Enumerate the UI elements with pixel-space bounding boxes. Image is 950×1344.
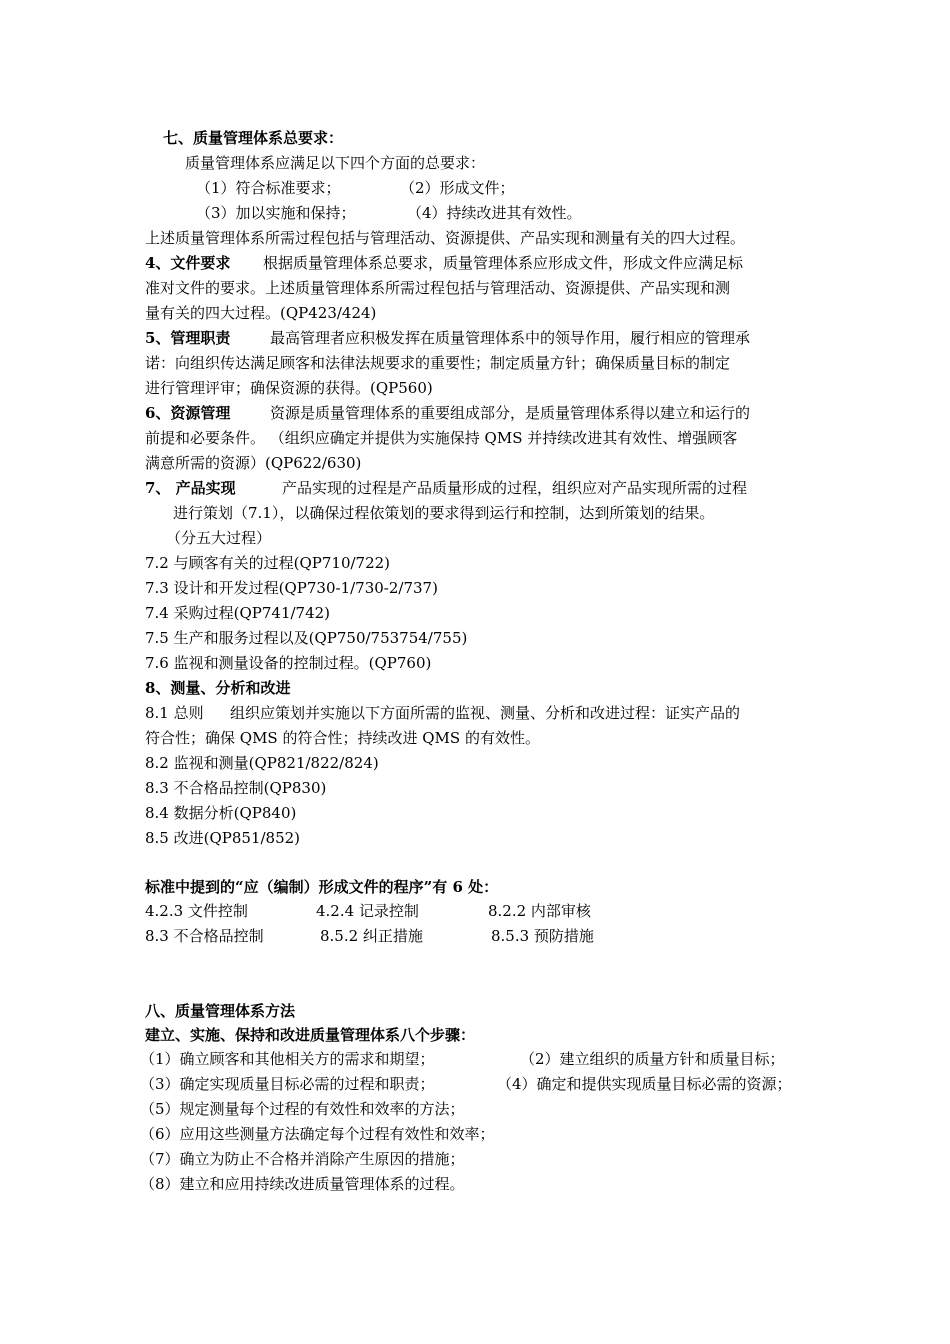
procedure-4-2-3: 4.2.3 文件控制	[145, 902, 248, 920]
item5-text-3: 进行管理评审；确保资源的获得。(QP560)	[145, 379, 433, 397]
item7-text-1: 产品实现的过程是产品质量形成的过程，组织应对产品实现所需的过程	[282, 479, 748, 497]
procedure-8-5-2: 8.5.2 纠正措施	[320, 927, 423, 945]
item8-1-text-1: 组织应策划并实施以下方面所需的监视、测量、分析和改进过程：证实产品的	[230, 704, 741, 722]
requirements-row-1	[196, 176, 876, 201]
item6-text-2: 前提和必要条件。 （组织应确定并提供为实施保持 QMS 并持续改进其有效性、增强顾客	[145, 429, 738, 447]
procedures-row-2	[145, 924, 825, 949]
procedure-8-5-3: 8.5.3 预防措施	[491, 927, 594, 945]
process-7-6: 7.6 监视和测量设备的控制过程。(QP760)	[145, 654, 432, 672]
item7-line-1	[145, 476, 825, 501]
item8-heading: 8、测量、分析和改进	[145, 679, 291, 697]
step-6: （6）应用这些测量方法确定每个过程有效性和效率；	[140, 1125, 495, 1143]
item4-line-1	[145, 251, 825, 276]
item4-text-3: 量有关的四大过程。(QP423/424)	[145, 304, 377, 322]
requirement-3: （3）加以实施和保持；	[196, 204, 356, 222]
item6-line-1	[145, 401, 825, 426]
step-4: （4）确定和提供实现质量目标必需的资源；	[497, 1075, 792, 1093]
requirement-4: （4）持续改进其有效性。	[407, 204, 582, 222]
process-8-5: 8.5 改进(QP851/852)	[145, 829, 301, 847]
process-8-2: 8.2 监视和测量(QP821/822/824)	[145, 754, 379, 772]
item5-heading: 5、管理职责	[145, 329, 231, 347]
steps-row-1	[140, 1047, 830, 1072]
step-5: （5）规定测量每个过程的有效性和效率的方法；	[140, 1100, 465, 1118]
item6-text-3: 满意所需的资源）(QP622/630)	[145, 454, 362, 472]
item6-heading: 6、资源管理	[145, 404, 231, 422]
procedure-8-3: 8.3 不合格品控制	[145, 927, 264, 945]
item5-line-1	[145, 326, 825, 351]
section8-subtitle: 建立、实施、保持和改进质量管理体系八个步骤：	[145, 1026, 476, 1044]
procedure-8-2-2: 8.2.2 内部审核	[488, 902, 591, 920]
section8-title: 八、质量管理体系方法	[145, 1002, 296, 1020]
item4-text-2: 准对文件的要求。上述质量管理体系所需过程包括与管理活动、资源提供、产品实现和测	[145, 279, 731, 297]
process-7-5: 7.5 生产和服务过程以及(QP750/753754/755)	[145, 629, 468, 647]
item8-1-text-2: 符合性；确保 QMS 的符合性；持续改进 QMS 的有效性。	[145, 729, 540, 747]
process-7-2: 7.2 与顾客有关的过程(QP710/722)	[145, 554, 391, 572]
item8-1-line-1	[145, 701, 825, 726]
step-2: （2）建立组织的质量方针和质量目标；	[520, 1050, 785, 1068]
step-8: （8）建立和应用持续改进质量管理体系的过程。	[140, 1175, 465, 1193]
section7-summary: 上述质量管理体系所需过程包括与管理活动、资源提供、产品实现和测量有关的四大过程。	[145, 229, 746, 247]
procedures-heading: 标准中提到的“应（编制）形成文件的程序”有 6 处：	[145, 878, 499, 896]
item5-text-1: 最高管理者应积极发挥在质量管理体系中的领导作用，履行相应的管理承	[270, 329, 751, 347]
procedures-row-1	[145, 899, 825, 924]
step-3: （3）确定实现质量目标必需的过程和职责；	[140, 1075, 435, 1093]
item7-heading: 7、 产品实现	[145, 479, 236, 497]
steps-row-2	[140, 1072, 830, 1097]
section7-intro: 质量管理体系应满足以下四个方面的总要求：	[185, 154, 486, 172]
process-7-4: 7.4 采购过程(QP741/742)	[145, 604, 331, 622]
process-8-3: 8.3 不合格品控制(QP830)	[145, 779, 327, 797]
item4-heading: 4、文件要求	[145, 254, 231, 272]
step-7: （7）确立为防止不合格并消除产生原因的措施；	[140, 1150, 465, 1168]
requirement-1: （1）符合标准要求；	[196, 179, 341, 197]
requirements-row-2	[196, 201, 876, 226]
item7-text-2: 进行策划（7.1），以确保过程依策划的要求得到运行和控制，达到所策划的结果。	[173, 504, 715, 522]
section7-title: 七、质量管理体系总要求：	[163, 129, 344, 147]
item5-text-2: 诺：向组织传达满足顾客和法律法规要求的重要性；制定质量方针；确保质量目标的制定	[145, 354, 731, 372]
item8-1-label: 8.1 总则	[145, 704, 204, 722]
item4-text-1: 根据质量管理体系总要求，质量管理体系应形成文件，形成文件应满足标	[263, 254, 744, 272]
requirement-2: （2）形成文件；	[400, 179, 515, 197]
step-1: （1）确立顾客和其他相关方的需求和期望；	[140, 1050, 435, 1068]
process-8-4: 8.4 数据分析(QP840)	[145, 804, 297, 822]
item6-text-1: 资源是质量管理体系的重要组成部分，是质量管理体系得以建立和运行的	[270, 404, 751, 422]
item7-text-3: （分五大过程）	[166, 529, 272, 547]
procedure-4-2-4: 4.2.4 记录控制	[316, 902, 419, 920]
process-7-3: 7.3 设计和开发过程(QP730-1/730-2/737)	[145, 579, 438, 597]
